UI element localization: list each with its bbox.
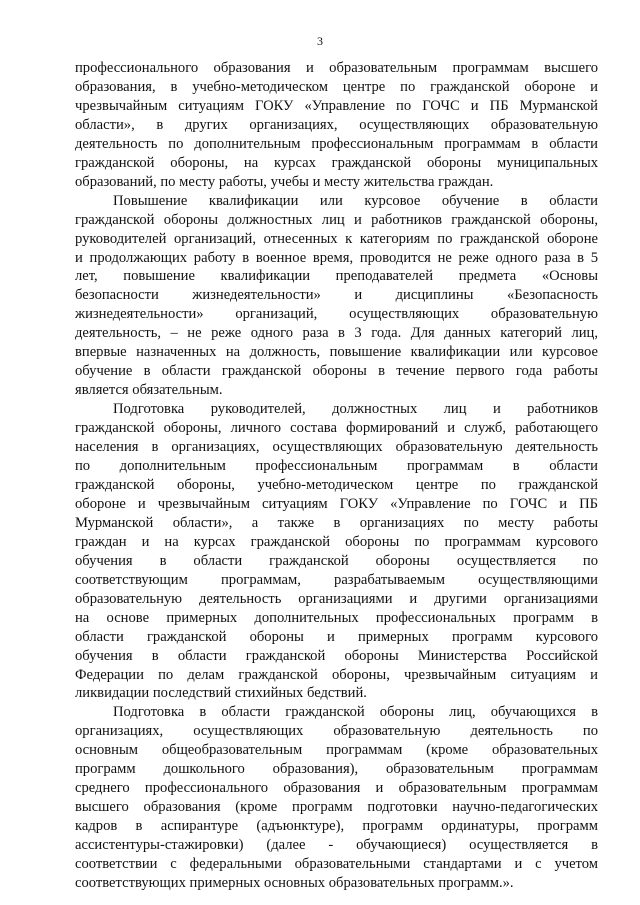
text-line: образований, по месту работы, учебы и месту жительства граждан. (75, 173, 494, 190)
text-line: соответствующим программам, разрабатываемым осуществляющими (75, 571, 598, 588)
text-line: образования, в учебно-методическом центре по гражданской обороне и (75, 78, 598, 95)
text-line: гражданской обороны, личного состава формирований и служб, работающего (75, 420, 598, 437)
text-line: кадров в аспирантуре (адъюнктуре), программ ординатуры, программ (75, 818, 598, 835)
text-line: ликвидации последствий стихийных бедствий. (75, 685, 367, 702)
text-line: граждан и на курсах гражданской обороны по программам курсового (75, 533, 598, 550)
text-line: Повышение квалификации или курсовое обучение в области (113, 192, 598, 209)
page-number: 3 (317, 34, 323, 48)
text-line: основным общеобразовательным программам (кроме образовательных (75, 742, 598, 759)
text-line: впервые назначенных на должность, повышение квалификации или курсовое (75, 344, 598, 361)
text-line: чрезвычайным ситуациям ГОКУ «Управление по ГОЧС и ПБ Мурманской (75, 97, 598, 114)
text-line: ассистентуры-стажировки) (далее - обучающиеся) осуществляется в (75, 837, 598, 854)
text-line: соответствии с федеральными образовательными стандартами и с учетом (75, 856, 598, 873)
text-line: лет, повышение квалификации преподавателей предмета «Основы (75, 268, 598, 285)
paragraph (75, 192, 598, 400)
text-line: Подготовка руководителей, должностных лиц и работников (113, 401, 598, 418)
text-line: гражданской обороны должностных лиц и работников гражданской обороны, (75, 211, 598, 228)
text-line: области», в других организациях, осуществляющих образовательную (75, 116, 598, 133)
text-line: и продолжающих работу в военное время, проводится не реже одного раза в 5 (75, 249, 598, 266)
text-line: обучения в области гражданской обороны осуществляется по (75, 552, 598, 569)
text-line: Подготовка в области гражданской обороны лиц, обучающихся в (113, 704, 598, 721)
text-line: Федерации по делам гражданской обороны, чрезвычайным ситуациям и (75, 666, 598, 683)
text-line: населения в организациях, осуществляющих образовательную деятельность (75, 439, 598, 456)
text-line: жизнедеятельности» организаций, осуществляющих образовательную (75, 306, 598, 323)
text-line: по дополнительным профессиональным программам в области (75, 458, 598, 475)
text-line: обучения в области гражданской обороны Министерства Российской (75, 647, 598, 664)
text-line: руководителей организаций, отнесенных к категориям по гражданской обороне (75, 230, 598, 247)
text-line: соответствующих примерных основных образовательных программ.». (75, 874, 514, 891)
text-line: деятельность по дополнительным профессиональным программам в области (75, 135, 598, 152)
text-line: образовательную деятельность организациями и другими организациями (75, 590, 598, 607)
paragraph (75, 703, 598, 893)
text-line: высшего образования (кроме программ подготовки научно-педагогических (75, 799, 598, 816)
text-line: гражданской обороны, на курсах гражданской обороны муниципальных (75, 154, 598, 171)
text-line: организациях, осуществляющих образовательную деятельность по (75, 723, 598, 740)
text-line: Мурманской области», а также в организациях по месту работы (75, 514, 598, 531)
text-line: безопасности жизнедеятельности» и дисциплины «Безопасность (75, 287, 598, 304)
text-line: обороне и чрезвычайным ситуациям ГОКУ «Управление по ГОЧС и ПБ (75, 495, 598, 512)
text-line: профессионального образования и образовательным программам высшего (75, 60, 598, 76)
text-line: деятельность, – не реже одного раза в 3 года. Для данных категорий лиц, (75, 325, 598, 342)
text-line: является обязательным. (75, 382, 223, 399)
text-line: обучение в области гражданской обороны в течение первого года работы (75, 363, 598, 380)
text-line: среднего профессионального образования и образовательным программам (75, 780, 598, 797)
text-line: области гражданской обороны и примерных программ курсового (75, 628, 598, 645)
document-body (75, 59, 598, 893)
paragraph (75, 400, 598, 703)
text-line: гражданской обороны, учебно-методическом центре по гражданской (75, 476, 598, 493)
paragraph (75, 59, 598, 192)
text-line: программ дошкольного образования), образовательным программам (75, 761, 598, 778)
text-line: на основе примерных дополнительных профессиональных программ в (75, 609, 598, 626)
